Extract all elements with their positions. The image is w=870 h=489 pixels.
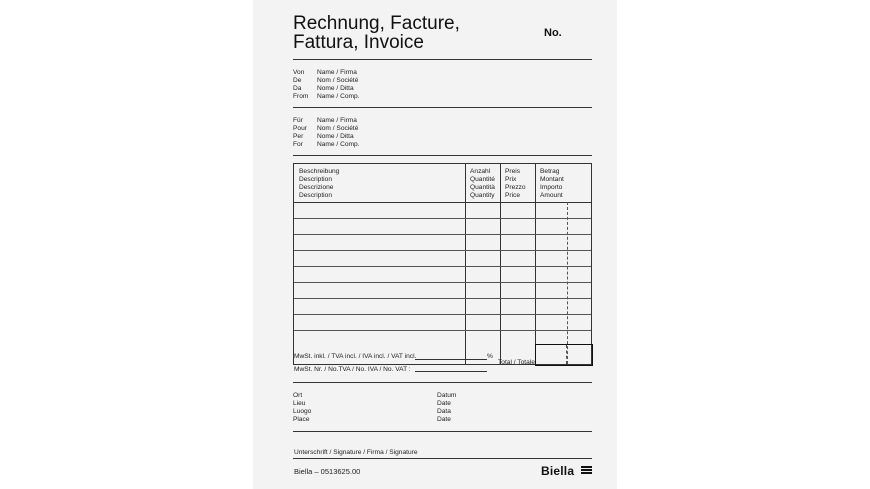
table-row (294, 234, 591, 235)
to-field-4: Name / Comp. (317, 141, 360, 148)
from-address-block (293, 69, 360, 101)
divider-signature (293, 458, 592, 459)
place-label: Luogo (293, 408, 312, 415)
table-header-price (505, 168, 526, 200)
vat-number-fill-line (415, 371, 487, 372)
header-text: Descrizione (299, 184, 334, 191)
table-row (294, 218, 591, 219)
to-field-3: Nome / Ditta (317, 133, 354, 140)
table-col-divider (500, 164, 501, 364)
header-text: Quantity (470, 192, 495, 199)
to-field-1: Name / Firma (317, 117, 357, 124)
table-header-description (299, 168, 339, 200)
place-label: Ort (293, 392, 303, 399)
header-text: Importo (540, 184, 563, 191)
table-header-amount (540, 168, 564, 200)
total-cents-divider (566, 345, 567, 364)
from-lang-3: Da (293, 85, 302, 92)
header-text: Beschreibung (299, 168, 340, 175)
form-title-line-1: Rechnung, Facture, (293, 13, 460, 34)
to-lang-2: Pour (293, 125, 307, 132)
divider-to (293, 155, 592, 156)
from-field-2: Nom / Société (317, 77, 359, 84)
header-text: Prix (505, 176, 517, 183)
header-text: Amount (540, 192, 563, 199)
date-label: Date (437, 400, 451, 407)
vat-included-label: MwSt. inkl. / TVA incl. / IVA incl. / VAT incl. (294, 353, 417, 360)
invoice-form-sheet (253, 0, 617, 489)
header-text: Price (505, 192, 521, 199)
to-lang-3: Per (293, 133, 304, 140)
from-lang-2: De (293, 77, 302, 84)
place-label: Place (293, 416, 310, 423)
from-field-4: Name / Comp. (317, 93, 360, 100)
date-labels (437, 392, 456, 424)
table-row (294, 282, 591, 283)
from-field-1: Name / Firma (317, 69, 357, 76)
brand-logo-text: Biella (541, 464, 575, 478)
signature-label: Unterschrift / Signature / Firma / Signature (294, 449, 418, 456)
header-text: Description (299, 192, 332, 199)
table-row (294, 330, 591, 331)
date-label: Datum (437, 392, 457, 399)
place-label: Lieu (293, 400, 306, 407)
divider-vat (293, 382, 592, 383)
header-text: Quantité (470, 176, 495, 183)
place-labels (293, 392, 311, 424)
header-text: Description (299, 176, 332, 183)
vat-percent-fill-line (415, 359, 487, 360)
table-header-divider (294, 202, 591, 203)
date-label: Date (437, 416, 451, 423)
table-row (294, 298, 591, 299)
to-lang-1: Für (293, 117, 303, 124)
header-text: Anzahl (470, 168, 491, 175)
vat-number-label: MwSt. Nr. / No.TVA / No. IVA / No. VAT : (294, 366, 411, 373)
vat-percent-sign: % (487, 353, 493, 360)
header-text: Quantità (470, 184, 495, 191)
table-row (294, 314, 591, 315)
date-label: Data (437, 408, 451, 415)
divider-from (293, 107, 592, 108)
product-code: Biella – 0513625.00 (294, 467, 361, 476)
to-field-2: Nom / Société (317, 125, 359, 132)
table-row (294, 250, 591, 251)
amount-cents-divider (567, 202, 568, 364)
table-header-quantity (470, 168, 495, 200)
header-text: Preis (505, 168, 521, 175)
invoice-number-label: No. (544, 27, 562, 39)
table-row (294, 266, 591, 267)
table-col-divider (535, 164, 536, 364)
from-lang-1: Von (293, 69, 305, 76)
form-title (293, 14, 460, 52)
form-title-line-2: Fattura, Invoice (293, 32, 424, 53)
from-lang-4: From (293, 93, 309, 100)
header-text: Betrag (540, 168, 560, 175)
header-text: Montant (540, 176, 564, 183)
divider-place-date (293, 431, 592, 432)
divider-title (293, 59, 592, 60)
header-text: Prezzo (505, 184, 526, 191)
total-amount-box (535, 344, 593, 366)
from-field-3: Nome / Ditta (317, 85, 354, 92)
table-col-divider (465, 164, 466, 364)
items-table (293, 163, 592, 365)
brand-lines-icon (581, 466, 592, 476)
to-address-block (293, 117, 360, 149)
to-lang-4: For (293, 141, 303, 148)
total-label: Total / Totale (498, 359, 535, 366)
